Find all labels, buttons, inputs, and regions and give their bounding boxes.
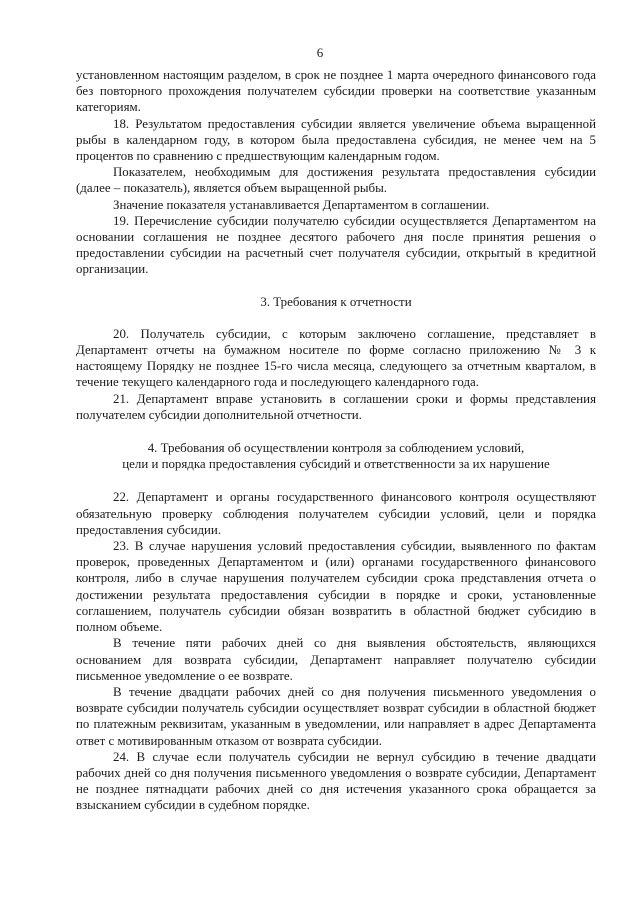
paragraph-20: 20. Получатель субсидии, с которым заключено соглашение, представляет в Департамент отчеты на бумажном носителе по форме согласно приложению № 3 к настоящему Порядку не позднее 15-го числа месяца, следующего за отчетным кварталом, в течение текущего календарного года и последующего календарного года. <box>76 326 596 390</box>
paragraph-21: 21. Департамент вправе установить в соглашении сроки и формы представления получателем субсидии дополнительной отчетности. <box>76 391 596 422</box>
paragraph-return: В течение двадцати рабочих дней со дня получения письменного уведомления о возврате субсидии получатель субсидии осуществляет возврат субсидии в областной бюджет по платежным реквизитам, указанным в уведомлении, или направляет в адрес Департамента ответ с мотивированным отказом от возврата субсидии. <box>76 684 596 748</box>
section-3-title: 3. Требования к отчетности <box>260 294 412 309</box>
paragraph-23: 23. В случае нарушения условий предоставления субсидии, выявленного по фактам проверок, проведенных Департаментом и (или) органами государственного финансового контроля, либо в случае нарушения получателем субсидии срока представления отчета о достижении результата предоставления субсидии в порядке и сроки, установленные соглашением, получатель субсидии обязан возвратить в областной бюджет субсидию в полном объеме. <box>76 539 596 635</box>
paragraph-19: 19. Перечисление субсидии получателю субсидии осуществляется Департаментом на основании соглашения не позднее десятого рабочего дня после принятия решения о предоставлении субсидии на расчетный счет получателя субсидии, открытый в кредитной организации. <box>76 213 596 277</box>
paragraph-notice: В течение пяти рабочих дней со дня выявления обстоятельств, являющихся основанием для возврата субсидии, Департамент направляет получателю субсидии письменное уведомление о ее возврате. <box>76 636 596 683</box>
paragraph-indicator: Показателем, необходимым для достижения результата предоставления субсидии (далее – показатель), является объем выращенной рыбы. <box>76 165 596 196</box>
page-number: 6 <box>316 45 324 60</box>
paragraph-24: 24. В случае если получатель субсидии не вернул субсидию в течение двадцати рабочих дней со дня получения письменного уведомления о возврате субсидии, Департамент не позднее пятнадцати рабочих дней со дня истечения указанного срока обращается за взысканием субсидии в судебном порядке. <box>76 749 596 813</box>
paragraph-22: 22. Департамент и органы государственного финансового контроля осуществляют обязательную проверку соблюдения получателем субсидии условий, цели и порядка предоставления субсидии. <box>76 490 596 537</box>
section-4-title <box>76 440 596 472</box>
document-body <box>76 67 596 814</box>
section-4-title-line-2: цели и порядка предоставления субсидий и ответственности за их нарушение <box>122 457 550 472</box>
paragraph-18: 18. Результатом предоставления субсидии является увеличение объема выращенной рыбы в календарном году, в котором была предоставлена субсидия, не менее чем на 5 процентов по сравнению с предшествующим календарным годом. <box>76 116 596 164</box>
section-4-title-line-1: 4. Требования об осуществлении контроля за соблюдением условий, <box>147 441 525 456</box>
paragraph-indicator-value: Значение показателя устанавливается Департаментом в соглашении. <box>113 197 490 212</box>
paragraph-continuation: установленном настоящим разделом, в срок не позднее 1 марта очередного финансового года без повторного прохождения получателем субсидии проверки на соответствие указанным категориям. <box>76 68 596 115</box>
